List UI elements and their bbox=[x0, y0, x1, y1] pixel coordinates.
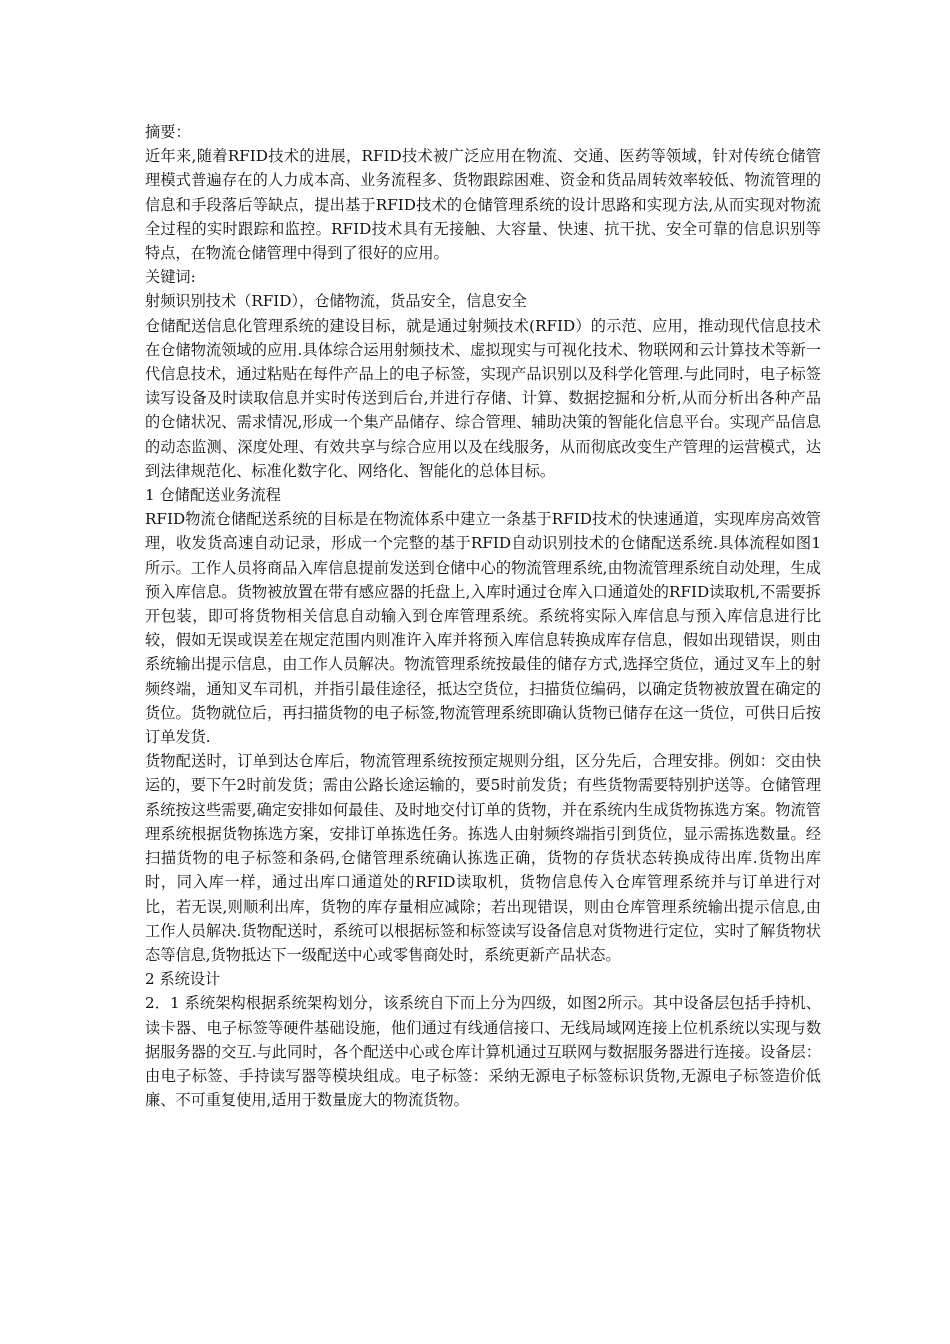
section-1-paragraph-1: RFID物流仓储配送系统的目标是在物流体系中建立一条基于RFID技术的快速通道，实现库房高效管理，收发货高速自动记录，形成一个完整的基于RFID自动识别技术的仓储配送系统.具体流程如图1所示。工作人员将商品入库信息提前发送到仓储中心的物流管理系统,由物流管理系统自动处理，生成预入库信息。货物被放置在带有感应器的托盘上,入库时通过仓库入口通道处的RFID读取机,不需要拆开包装，即可将货物相关信息自动输入到仓库管理系统。系统将实际入库信息与预入库信息进行比较，假如无误或误差在规定范围内则准许入库并将预入库信息转换成库存信息，假如出现错误，则由系统输出提示信息，由工作人员解决。物流管理系统按最佳的储存方式,选择空货位，通过叉车上的射频终端，通知叉车司机，并指引最佳途径，抵达空货位，扫描货位编码，以确定货物被放置在确定的货位。货物就位后，再扫描货物的电子标签,物流管理系统即确认货物已储存在这一货位，可供日后按订单发货. bbox=[145, 510, 821, 747]
keywords-heading: 关键词: bbox=[145, 268, 196, 287]
section-1-heading: 1 仓储配送业务流程 bbox=[145, 486, 281, 505]
keywords-text: 射频识别技术（RFID），仓储物流，货品安全，信息安全 bbox=[145, 292, 527, 311]
abstract-heading: 摘要： bbox=[145, 123, 191, 141]
intro-paragraph: 仓储配送信息化管理系统的建设目标，就是通过射频技术(RFID）的示范、应用，推动现代信息技术在仓储物流领域的应用.具体综合运用射频技术、虚拟现实与可视化技术、物联网和云计算技术等新一代信息技术，通过粘贴在每件产品上的电子标签，实现产品识别以及科学化管理.与此同时，电子标签读写设备及时读取信息并实时传送到后台,并进行存储、计算、数据挖掘和分析,从而分析出各种产品的仓储状况、需求情况,形成一个集产品储存、综合管理、辅助决策的智能化信息平台。实现产品信息的动态监测、深度处理、有效共享与综合应用以及在线服务，从而彻底改变生产管理的运营模式，达到法律规范化、标准化数字化、网络化、智能化的总体目标。 bbox=[145, 316, 821, 480]
section-2-paragraph-1: 2．1 系统架构根据系统架构划分，该系统自下而上分为四级，如图2所示。其中设备层包括手持机、读卡器、电子标签等硬件基础设施，他们通过有线通信接口、无线局域网连接上位机系统以实现与数据服务器的交互.与此同时，各个配送中心或仓库计算机通过互联网与数据服务器进行连接。设备层：由电子标签、手持读写器等模块组成。电子标签：采纳无源电子标签标识货物,无源电子标签造价低廉、不可重复使用,适用于数量庞大的物流货物。 bbox=[145, 994, 821, 1110]
section-2-heading: 2 系统设计 bbox=[145, 970, 221, 989]
abstract-paragraph: 近年来,随着RFID技术的进展，RFID技术被广泛应用在物流、交通、医药等领域，针对传统仓储管理模式普遍存在的人力成本高、业务流程多、货物跟踪困难、资金和货品周转效率较低、物流管理的信息和手段落后等缺点，提出基于RFID技术的仓储管理系统的设计思路和实现方法,从而实现对物流全过程的实时跟踪和监控。RFID技术具有无接触、大容量、快速、抗干扰、安全可靠的信息识别等特点，在物流仓储管理中得到了很好的应用。 bbox=[145, 147, 821, 263]
document-body bbox=[145, 120, 821, 1112]
section-1-paragraph-2: 货物配送时，订单到达仓库后，物流管理系统按预定规则分组，区分先后，合理安排。例如：交由快运的，要下午2时前发货；需由公路长途运输的，要5时前发货；有些货物需要特别护送等。仓储管理系统按这些需要,确定安排如何最佳、及时地交付订单的货物，并在系统内生成货物拣选方案。物流管理系统根据货物拣选方案，安排订单拣选任务。拣选人由射频终端指引到货位，显示需拣选数量。经扫描货物的电子标签和条码,仓储管理系统确认拣选正确，货物的存货状态转换成待出库.货物出库时，同入库一样，通过出库口通道处的RFID读取机，货物信息传入仓库管理系统并与订单进行对比，若无误,则顺利出库，货物的库存量相应减除；若出现错误，则由仓库管理系统输出提示信息,由工作人员解决.货物配送时，系统可以根据标签和标签读写设备信息对货物进行定位，实时了解货物状态等信息,货物抵达下一级配送中心或零售商处时，系统更新产品状态。 bbox=[145, 752, 821, 964]
